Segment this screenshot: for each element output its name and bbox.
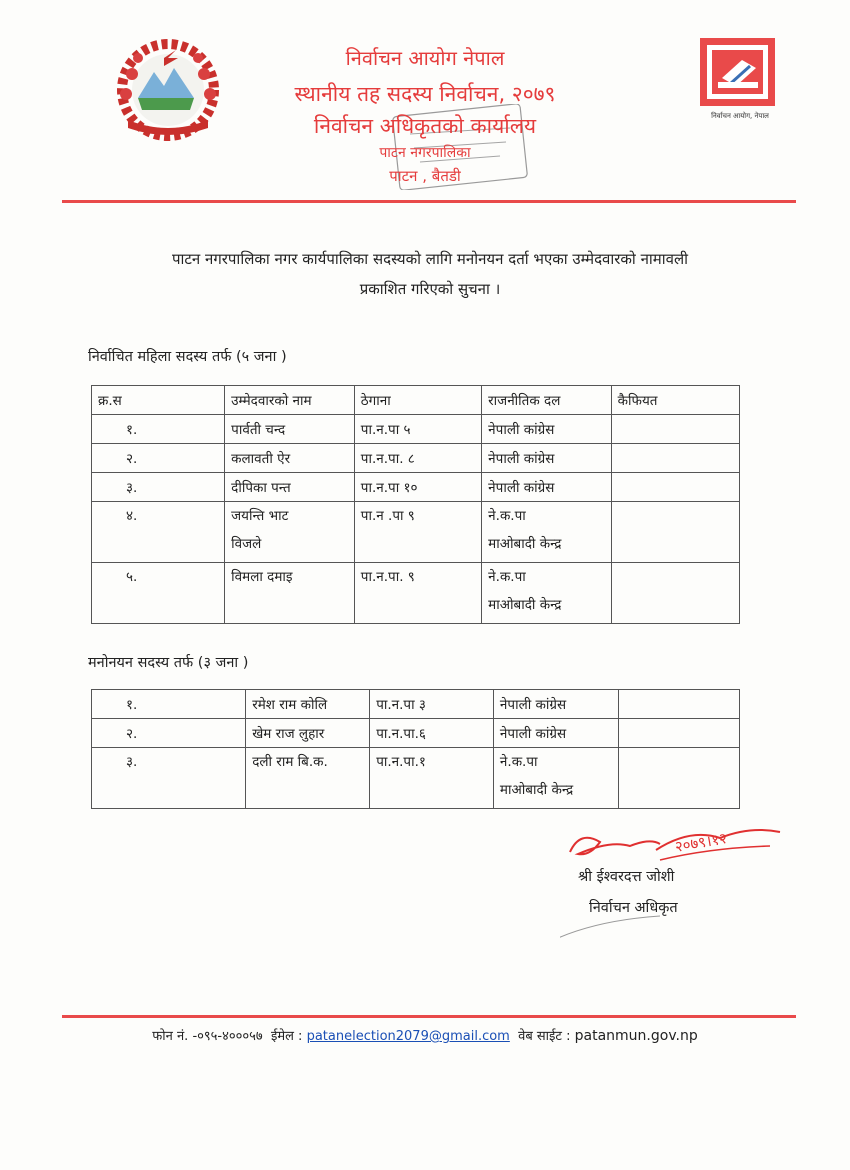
header-election-name: स्थानीय तह सदस्य निर्वाचन, २०७९ xyxy=(294,82,556,106)
cell-remarks xyxy=(619,690,740,719)
cell-sn: २. xyxy=(92,719,246,748)
cell-sn: १. xyxy=(92,415,225,444)
cell-party: नेपाली कांग्रेस xyxy=(482,415,612,444)
cell-party: नेपाली कांग्रेस xyxy=(493,719,618,748)
party-line-1: ने.क.पा xyxy=(499,754,538,770)
table-row xyxy=(92,473,740,502)
subject-line-2: प्रकाशित गरिएको सुचना । xyxy=(359,280,501,298)
cell-address: पा.न.पा.६ xyxy=(370,719,494,748)
header-municipality: पाटन नगरपालिका xyxy=(379,145,471,161)
cell-remarks xyxy=(611,415,739,444)
name-line-1: जयन्ति भाट xyxy=(231,508,289,524)
cell-remarks xyxy=(619,719,740,748)
cell-name: दली राम बि.क. xyxy=(246,748,370,809)
footer-divider xyxy=(62,1015,796,1018)
table-row xyxy=(92,690,740,719)
party-line-1: ने.क.पा xyxy=(488,569,526,585)
footer-contact xyxy=(0,1026,850,1044)
cell-sn: ३. xyxy=(92,748,246,809)
table-row xyxy=(92,748,740,809)
footer-email-link[interactable]: patanelection2079@gmail.com xyxy=(306,1029,510,1044)
name-line-2: विजले xyxy=(231,536,262,552)
cell-address: पा.न.पा. ९ xyxy=(354,563,481,624)
header-office-name: निर्वाचन अधिकृतको कार्यालय xyxy=(313,114,537,138)
header-location: पाटन , बैतडी xyxy=(389,167,461,185)
party-line-2: माओबादी केन्द्र xyxy=(488,597,562,613)
cell-address: पा.न.पा ३ xyxy=(370,690,494,719)
table-row xyxy=(92,444,740,473)
cell-name: कलावती ऐर xyxy=(225,444,355,473)
women-members-table xyxy=(91,385,740,624)
subject-line-1: पाटन नगरपालिका नगर कार्यपालिका सदस्यको लागि मनोनयन दर्ता भएका उम्मेदवारको नामावली xyxy=(171,250,689,268)
election-commission-logo-icon xyxy=(700,38,775,106)
cell-remarks xyxy=(611,502,739,563)
table-header-row xyxy=(92,386,740,415)
header-sn: क्र.स xyxy=(92,386,225,415)
footer-site-link[interactable]: patanmun.gov.np xyxy=(574,1028,698,1044)
cell-remarks xyxy=(611,473,739,502)
cell-address: पा.न.पा ५ xyxy=(354,415,481,444)
logo-caption: निर्वाचन आयोग, नेपाल xyxy=(711,112,769,120)
cell-name: पार्वती चन्द xyxy=(225,415,355,444)
header-divider xyxy=(62,200,796,203)
cell-address: पा.न.पा १० xyxy=(354,473,481,502)
cell-remarks xyxy=(619,748,740,809)
table-row xyxy=(92,719,740,748)
cell-address: पा.न.पा.१ xyxy=(370,748,494,809)
signatory-title: निर्वाचन अधिकृत xyxy=(589,900,678,916)
cell-name xyxy=(225,502,355,563)
header-commission-name: निर्वाचन आयोग नेपाल xyxy=(345,46,505,70)
party-line-2: माओबादी केन्द्र xyxy=(488,536,562,552)
table-row xyxy=(92,563,740,624)
cell-party: नेपाली कांग्रेस xyxy=(482,444,612,473)
nominated-members-table xyxy=(91,689,740,809)
cell-sn: ५. xyxy=(92,563,225,624)
section-women-members-title: निर्वाचित महिला सदस्य तर्फ (५ जना ) xyxy=(88,349,287,365)
footer-email-label: ईमेल : xyxy=(270,1029,303,1044)
section-nominated-members-title: मनोनयन सदस्य तर्फ (३ जना ) xyxy=(88,655,249,671)
cell-address: पा.न.पा. ८ xyxy=(354,444,481,473)
cell-address: पा.न .पा ९ xyxy=(354,502,481,563)
header-party: राजनीतिक दल xyxy=(482,386,612,415)
cell-name: खेम राज लुहार xyxy=(246,719,370,748)
notice-subject xyxy=(60,244,800,304)
header-remarks: कैफियत xyxy=(611,386,739,415)
cell-party xyxy=(482,563,612,624)
cell-remarks xyxy=(611,563,739,624)
cell-sn: १. xyxy=(92,690,246,719)
cell-party: नेपाली कांग्रेस xyxy=(482,473,612,502)
table-row xyxy=(92,502,740,563)
table-row xyxy=(92,415,740,444)
cell-name: रमेश राम कोलि xyxy=(246,690,370,719)
cell-sn: ४. xyxy=(92,502,225,563)
cell-name: दीपिका पन्त xyxy=(225,473,355,502)
handwritten-signature-icon xyxy=(560,820,800,960)
cell-party xyxy=(482,502,612,563)
header-address: ठेगाना xyxy=(354,386,481,415)
footer-phone: फोन नं. -०९५-४०००५७ xyxy=(152,1029,263,1044)
svg-text:२०७९।१२: २०७९।१२ xyxy=(673,829,729,856)
party-line-2: माओबादी केन्द्र xyxy=(499,782,574,798)
signatory-name: श्री ईश्वरदत्त जोशी xyxy=(578,869,675,885)
cell-sn: ३. xyxy=(92,473,225,502)
party-line-1: ने.क.पा xyxy=(488,508,526,524)
cell-sn: २. xyxy=(92,444,225,473)
footer-site-label: वेब साईट : xyxy=(518,1029,571,1044)
cell-party xyxy=(493,748,618,809)
header-candidate-name: उम्मेदवारको नाम xyxy=(225,386,355,415)
cell-party: नेपाली कांग्रेस xyxy=(493,690,618,719)
cell-remarks xyxy=(611,444,739,473)
cell-name: विमला दमाइ xyxy=(225,563,355,624)
